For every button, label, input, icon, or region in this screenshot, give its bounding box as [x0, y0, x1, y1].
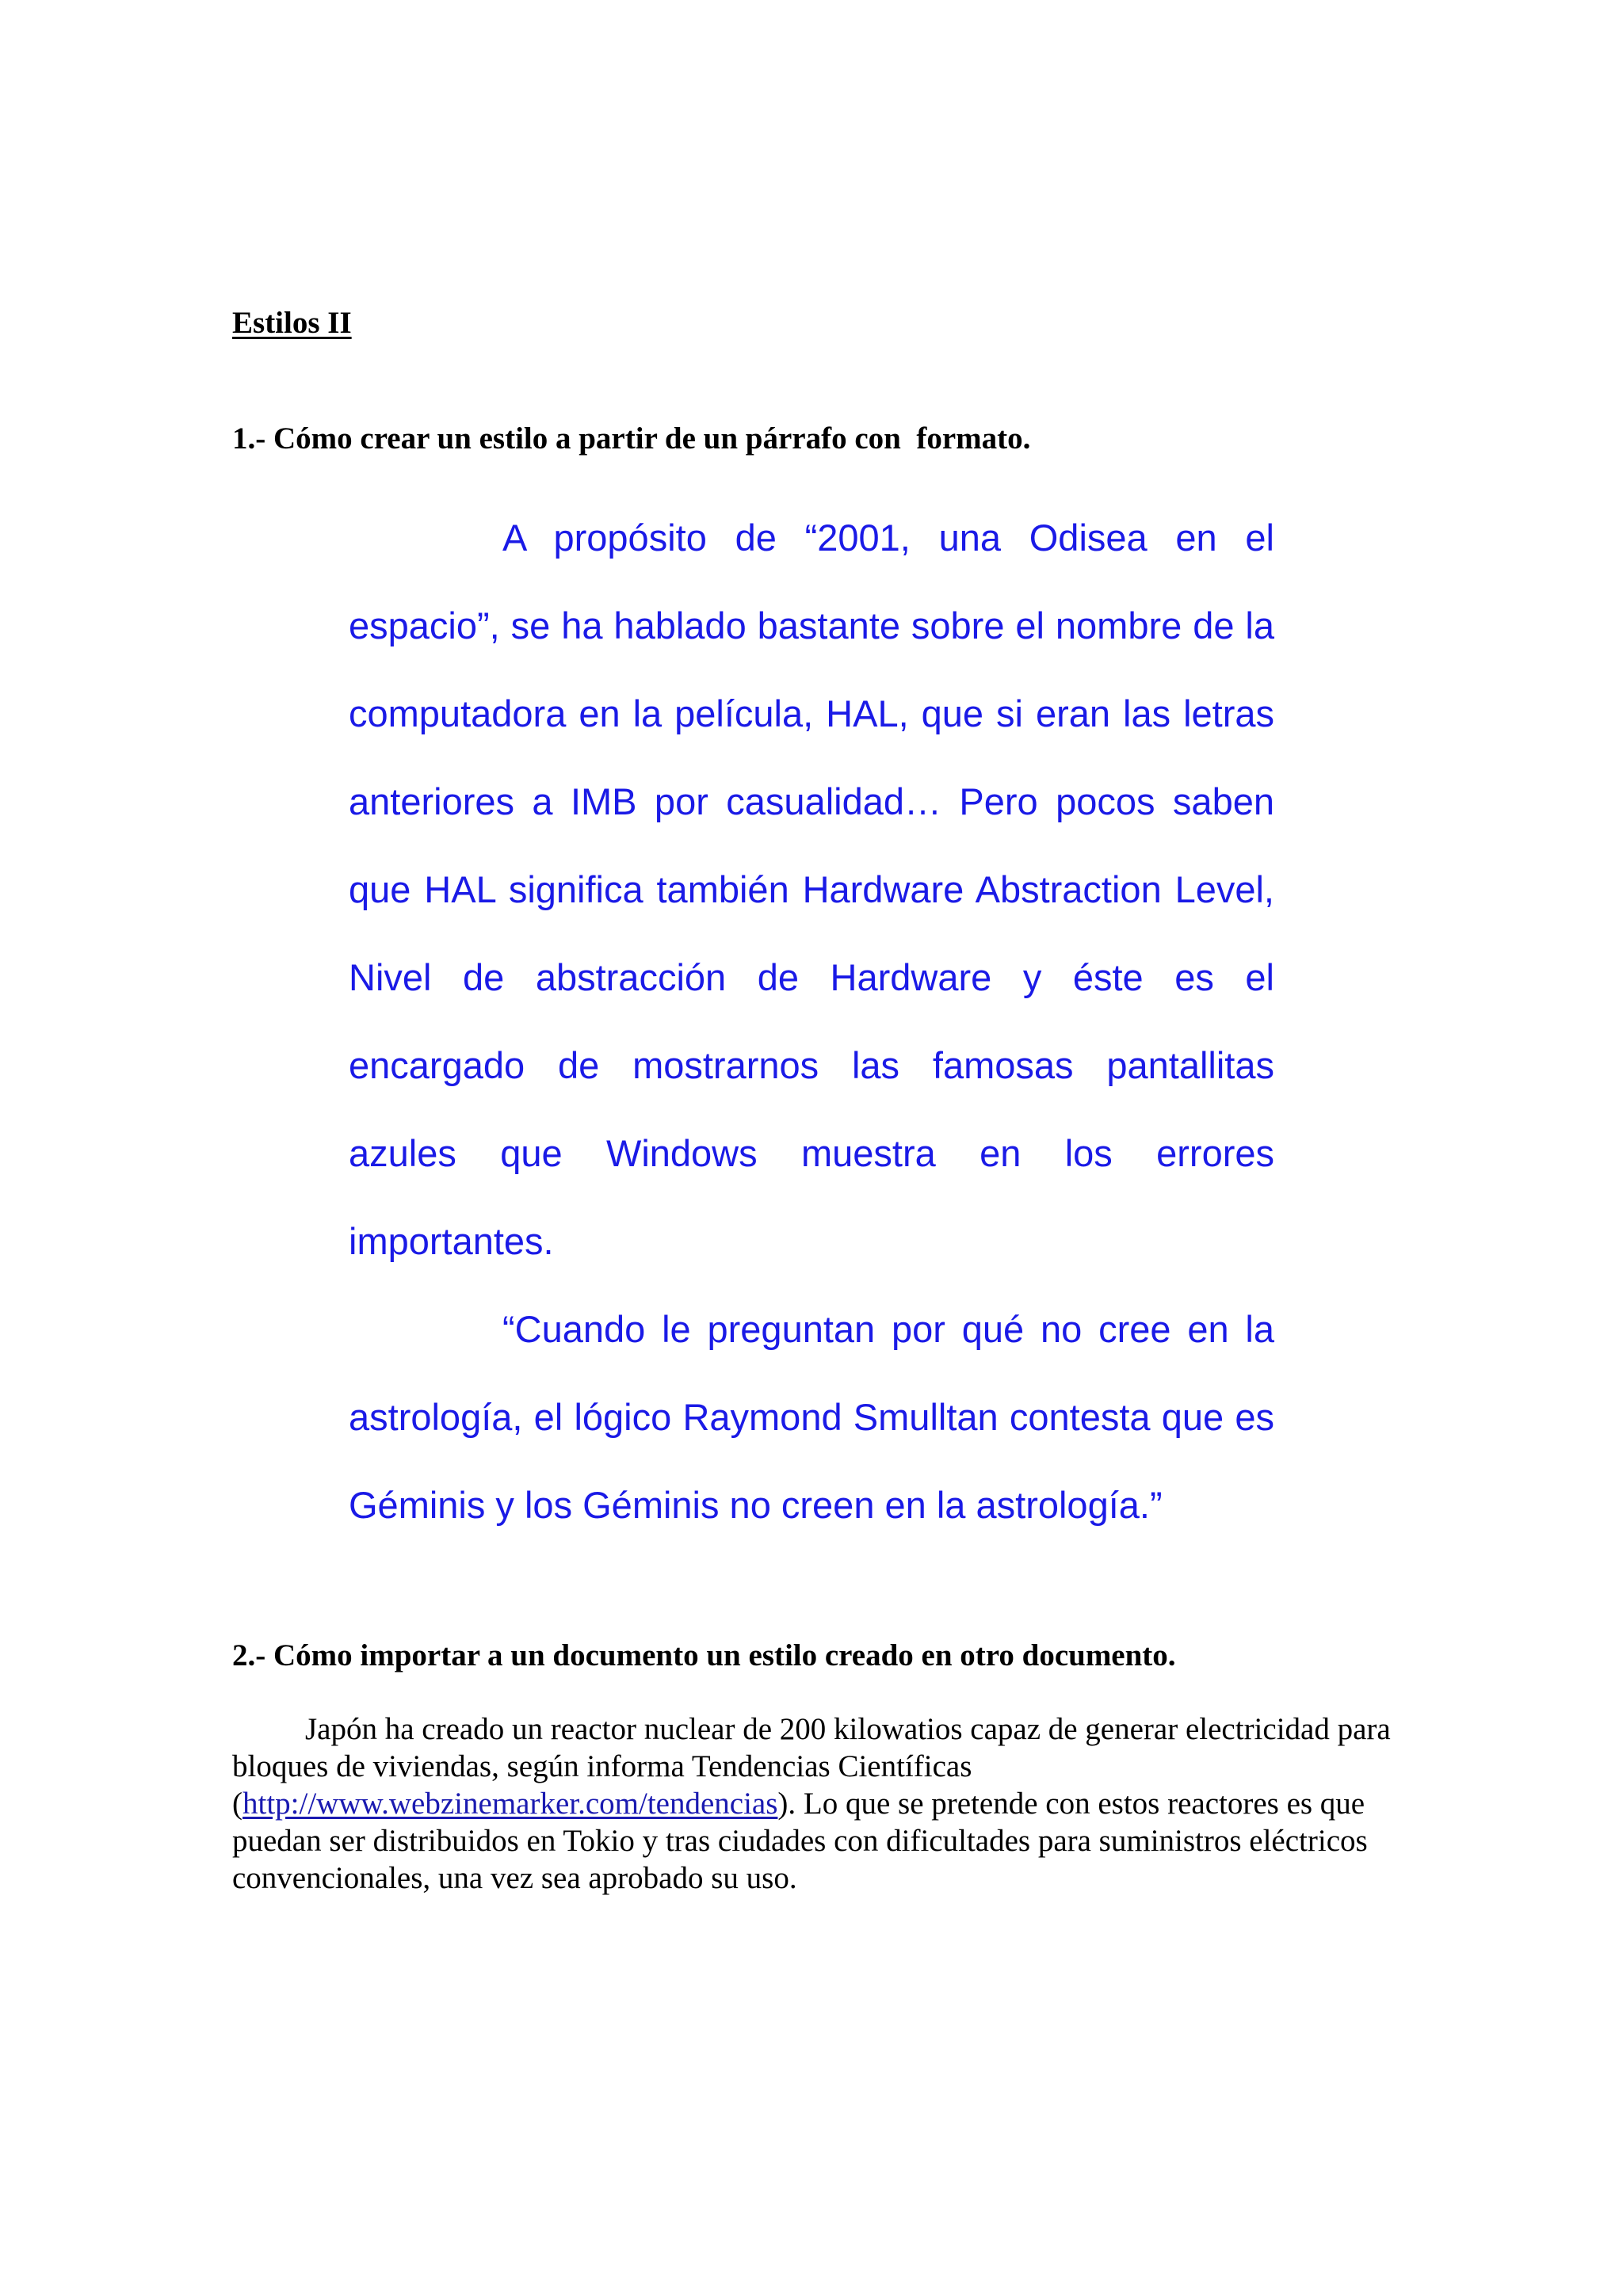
styled-paragraph-block: [349, 494, 1274, 1549]
document-title: Estilos II: [232, 306, 352, 340]
body-paragraph-reactor: [232, 1711, 1397, 1897]
styled-paragraph-hal: A propósito de “2001, una Odisea en el espacio”, se ha hablado bastante sobre el nombre de la computadora en la película, HAL, que si eran las letras anteriores a IMB por casualidad… Pero pocos saben que HAL significa también Hardware Abstraction Level, Nivel de abstracción de Hardware y éste es el encargado de mostrarnos las famosas pantallitas azules que Windows muestra en los errores importantes.: [349, 517, 1274, 1262]
section-2-heading: 2.- Cómo importar a un documento un estilo creado en otro documento.: [232, 1638, 1176, 1672]
section-1-heading: 1.- Cómo crear un estilo a partir de un párrafo con formato.: [232, 421, 1031, 456]
body-text-before-link: Japón ha creado un reactor nuclear de 200 kilowatios capaz de generar electricidad para bloques de viviendas, según informa Tendencias Científicas (: [232, 1712, 1391, 1821]
tendencias-link[interactable]: http://www.webzinemarker.com/tendencias: [242, 1787, 778, 1821]
styled-paragraph-quote: “Cuando le preguntan por qué no cree en la astrología, el lógico Raymond Smulltan contesta que es Géminis y los Géminis no creen en la astrología.”: [349, 1308, 1274, 1526]
body-text-after-link: ). Lo que se pretende con estos reactores es que puedan ser distribuidos en Tokio y tras ciudades con dificultades para suministros eléctricos convencionales, una vez sea aprobado su uso.: [232, 1787, 1368, 1895]
